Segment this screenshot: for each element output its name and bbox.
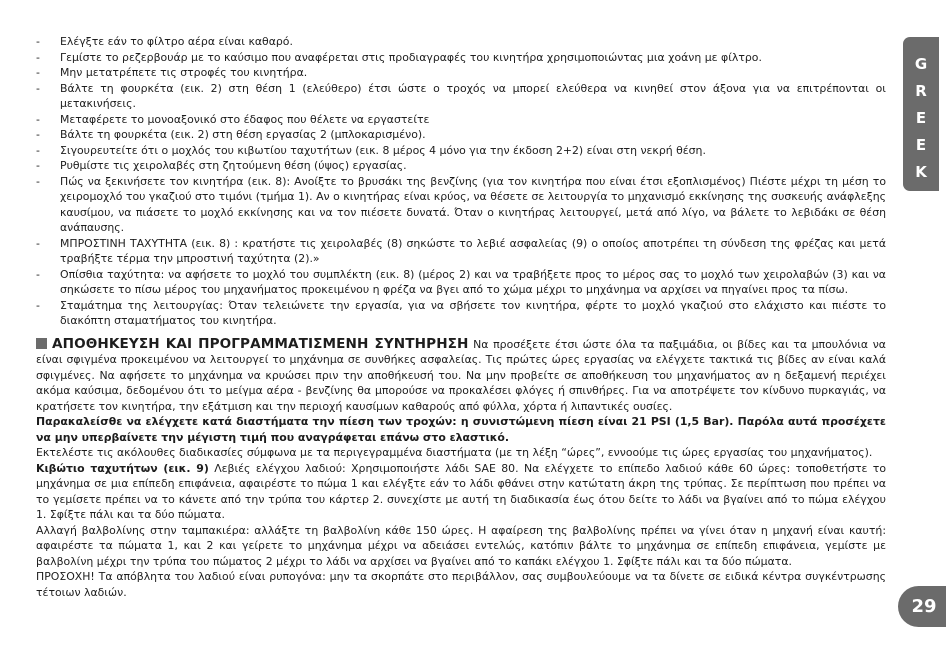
page-number: 29 xyxy=(898,586,946,627)
tab-letter: E xyxy=(915,136,927,154)
list-item: - Βάλτε τη φουρκέτα (εικ. 2) στη θέση 1 (ελεύθερο) έτσι ώστε ο τροχός να μπορεί ελεύθερα να κινηθεί στον άξονα για να επιτρέπονται οι μετακινήσεις. xyxy=(36,81,886,110)
list-item: - ΜΠΡΟΣΤΙΝΗ ΤΑΧΥΤΗΤΑ (εικ. 8) : κρατήστε τις χειρολαβές (8) σηκώστε το λεβιέ ασφαλείας (9) ο οποίος αποτρέπει τη σύνδεση της φρέζας και μετά τραβήξτε τέρμα την μπροστινή ταχύτητα (2).» xyxy=(36,236,886,265)
language-tab xyxy=(903,37,939,191)
tab-letter: R xyxy=(915,82,927,100)
caution-paragraph: ΠΡΟΣΟΧΗ! Τα απόβλητα του λαδιού είναι ρυπογόνα: μην τα σκορπάτε στο περιβάλλον, σας συμβουλεύουμε να τα δίνετε σε ειδικά κέντρα συγκέντρωσης τέτοιων λαδιών. xyxy=(36,570,886,599)
storage-maintenance-section xyxy=(36,337,886,601)
tab-letter: G xyxy=(914,55,928,73)
page-content xyxy=(36,34,886,600)
list-item: - Σταμάτημα της λειτουργίας: Όταν τελειώνετε την εργασία, για να σβήσετε τον κινητήρα, φέρτε το μοχλό γκαζιού στο ελάχιστο και πιέστε το διακόπτη σταματήματος του κινητήρα. xyxy=(36,298,886,327)
section-heading: ΑΠΟΘΗΚΕΥΣΗ ΚΑΙ ΠΡΟΓΡΑΜΜΑΤΙΣΜΕΝΗ ΣΥΝΤΗΡΗΣΗ xyxy=(52,335,469,352)
list-item: - Ρυθμίστε τις χειρολαβές στη ζητούμενη θέση (ύψος) εργασίας. xyxy=(36,159,407,172)
list-item: - Ελέγξτε εάν το φίλτρο αέρα είναι καθαρό. xyxy=(36,35,293,48)
list-item: - Σιγουρευτείτε ότι ο μοχλός του κιβωτίου ταχυτήτων (εικ. 8 μέρος 4 μόνο για την έκδοση 2+2) είναι στη νεκρή θέση. xyxy=(36,143,706,157)
tab-letter: E xyxy=(915,109,927,127)
list-item: - Οπίσθια ταχύτητα: να αφήσετε το μοχλό του συμπλέκτη (εικ. 8) (μέρος 2) και να τραβήξετε προς το μέρος σας το μοχλό των χειρολαβών (3) και να σηκώσετε το πίσω μέρος του μηχανήματος προκειμένου η φρέζα να βγει από το χώμα μέχρι το μηχάνημα να αρχίσει να πηγαίνει προς τα πίσω. xyxy=(36,267,886,296)
intro-text: Να προσέξετε έτσι ώστε όλα τα παξιμάδια, οι βίδες και τα μπουλόνια να είναι σφιγμένα προκειμένου να λειτουργεί το μηχάνημα σε συνθήκες ασφαλείας. Τις πρώτες ώρες εργασίας να ελέγχετε τακτικά τις βίδες αν είναι καλά σφιγμένες. Να αφήσετε το μηχάνημα να κρυώσει πριν την αποθήκευσή του. Να μην προβείτε σε αποθήκευση του μηχανήματος αν η δεξαμενή περιέχει ακόμα καύσιμα, δεδομένου ότι το μείγμα αέρα - βενζίνης θα μπορούσε να προκαλέσει φλόγες ή σπινθήρες. Για να αποτρέψετε τον κίνδυνο πυρκαγιάς, να κρατήσετε τον κινητήρα, την εξάτμιση και την περιοχή καυσίμων καθαρούς από φύλλα, χόρτα ή λιπαντικές ουσίες. xyxy=(36,337,886,413)
list-item: - Γεμίστε το ρεζερβουάρ με το καύσιμο που αναφέρεται στις προδιαγραφές του κινητήρα χρησιμοποιώντας μια χοάνη με φίλτρο. xyxy=(36,50,762,64)
gearbox-text: Λεβιές ελέγχου λαδιού: Χρησιμοποιήστε λάδι SAE 80. Να ελέγχετε το επίπεδο λαδιού κάθε 60 ώρες: τοποθετήστε το μηχάνημα σε μια επίπεδη επιφάνεια, αφαιρέστε το πώμα 1 και ελέγξτε εάν το λάδι φθάνει στην κατώτατη άκρη της τρύπας. Σε περίπτωση που πρέπει να το γεμίσετε πρέπει να το κάνετε από την τρύπα του κάρτερ 2. συνεχίστε με αυτή τη διαδικασία έως ότου δείτε το λάδι να βγαίνει από το πώμα ελέγχου 1. Σφίξτε πάλι και τα δύο πώματα. xyxy=(36,461,887,521)
gearbox-label: Κιβώτιο ταχυτήτων (εικ. 9) xyxy=(36,461,209,475)
tire-pressure-warning: Παρακαλείσθε να ελέγχετε κατά διαστήματα την πίεση των τροχών: η συνιστώμενη πίεση είναι 21 PSI (1,5 Bar). Παρόλα αυτά προσέχετε να μην υπερβαίνετε την μέγιστη τιμή που αναγράφεται επάνω στο ελαστικό. xyxy=(36,415,886,444)
tab-letter: K xyxy=(915,163,927,181)
list-item: - Πώς να ξεκινήσετε τον κινητήρα (εικ. 8): Ανοίξτε το βρυσάκι της βενζίνης (για τον κινητήρα που είναι έτσι εξοπλισμένος) Πιέστε μέχρι τη μέση το χειρομοχλό του γκαζιού στο τιμόνι (τμήμα 1). Αν ο κινητήρας είναι κρύος, να θέσετε σε λειτουργία το μηχανισμό εκκίνησης της συσκευής ανάφλεξης καυσίμου, να πιάσετε το μοχλό εκκίνησης και να τον πιέσετε δυνατά. Όταν ο κινητήρας λειτουργεί, μετά από λίγο, να βάλετε το λεβιδάκι σε θέση ανάπαυσης. xyxy=(36,174,886,234)
list-item: - Μην μετατρέπετε τις στροφές του κινητήρα. xyxy=(36,66,308,79)
gearbox-paragraph xyxy=(36,461,886,523)
list-item: - Βάλτε τη φουρκέτα (εικ. 2) στη θέση εργασίας 2 (μπλοκαρισμένο). xyxy=(36,128,426,141)
section-square-icon xyxy=(36,338,47,349)
list-item: - Μεταφέρετε το μονοαξονικό στο έδαφος που θέλετε να εργαστείτε xyxy=(36,112,430,126)
instruction-list xyxy=(36,34,886,329)
oil-change-paragraph: Αλλαγή βαλβολίνης στην ταμπακιέρα: αλλάξτε τη βαλβολίνη κάθε 150 ώρες. Η αφαίρεση της βαλβολίνης πρέπει να γίνει όταν η μηχανή είναι καυτή: αφαιρέστε τα πώματα 1, και 2 και γείρετε το μηχάνημα μέχρι να αδειάσει εντελώς, κατόπιν βάλτε το μηχάνημα σε επίπεδη επιφάνεια, γεμίστε με βαλβολίνη μέχρι την τρύπα του πώματος 2 μέχρι το λάδι να αρχίσει να βγαίνει από το καπάκι ελέγχου 1. Σφίξτε πάλι και τα δύο πώματα. xyxy=(36,523,886,568)
section-intro-paragraph xyxy=(36,337,886,415)
maintenance-intervals: Εκτελέστε τις ακόλουθες διαδικασίες σύμφωνα με τα περιγεγραμμένα διαστήματα (με τη λέξη “ώρες”, εννοούμε τις ώρες εργασίας του μηχανήματος). xyxy=(36,446,873,459)
